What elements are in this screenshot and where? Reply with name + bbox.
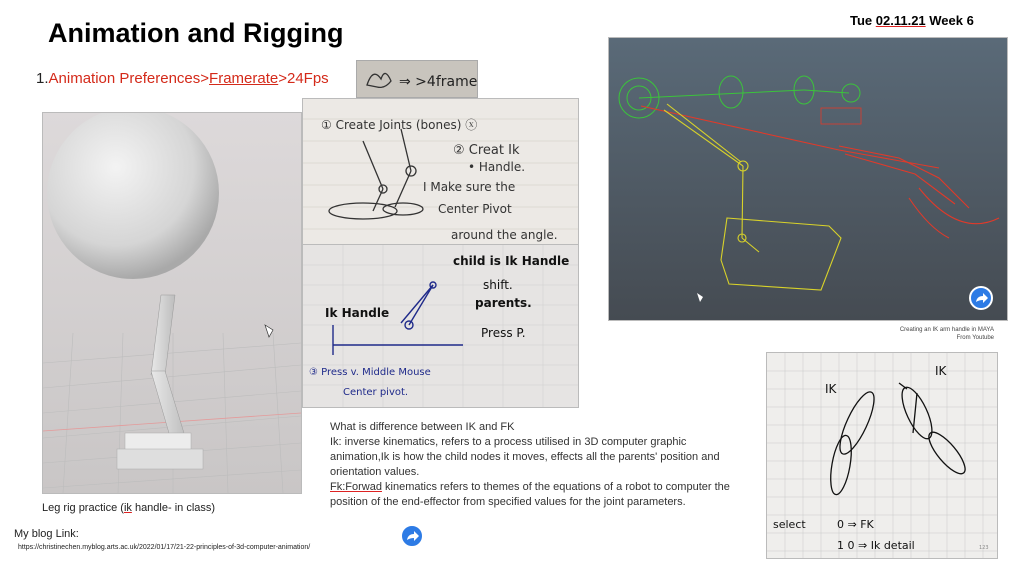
notes2-line5: Ik Handle: [325, 306, 390, 320]
slide-title: Animation and Rigging: [48, 18, 344, 48]
maya-viewport-video[interactable]: [608, 37, 1008, 321]
sticky-note-image: [356, 60, 478, 98]
desc-heading: What is difference between IK and FK: [330, 421, 515, 433]
notes1-line1: ① Create Joints (bones) ⓧ: [321, 118, 478, 132]
leg-caption-b: handle- in class): [131, 502, 216, 514]
pref-part-a: Animation Preferences>: [48, 70, 210, 87]
leg-rig-caption: [42, 502, 215, 514]
date-value: 02.11.21: [875, 13, 926, 28]
notes3-page-number: 123: [979, 545, 989, 551]
notes3-one-ik: 1 0 ⇒ Ik detail: [837, 539, 915, 552]
notes1-line4: I Make sure the: [423, 180, 516, 194]
maya-caption-line1: Creating an IK arm handle in MAYA: [899, 327, 994, 333]
notes2-line7: Center pivot.: [343, 387, 409, 398]
leg-rig-drawing: [43, 113, 301, 493]
blog-link[interactable]: https://christinechen.myblog.arts.ac.uk/2022/01/17/21-22-principles-of-3d-computer-animation/: [18, 544, 311, 551]
sketch-notes-ik-handle: [302, 244, 579, 408]
maya-caption-line2: From Youtube: [956, 335, 994, 341]
desc-fk-label: Fk:Forwad: [330, 481, 382, 493]
notes3-zero-fk: 0 ⇒ FK: [837, 518, 874, 531]
maya-rig-drawing: [609, 38, 1007, 320]
blog-label: My blog Link:: [14, 528, 79, 540]
maya-caption: [852, 326, 994, 342]
date-header: [850, 13, 974, 28]
notes1-line3: • Handle.: [468, 160, 526, 174]
notes3-ik-top: IK: [935, 364, 947, 378]
notes3-ik-left: IK: [825, 382, 837, 396]
leg-rig-render: [42, 112, 302, 494]
desc-ik: Ik: inverse kinematics, refers to a process utilised in 3D computer graphic animation,Ik is how the child nodes it moves, effects all the parents' position and orientation values.: [330, 436, 720, 478]
pref-part-c: >24Fps: [278, 70, 329, 87]
notes2-line4: Press P.: [481, 326, 526, 340]
notes1-line2: ② Creat Ik: [453, 143, 520, 158]
sketch-notes-fk-ik: [766, 352, 998, 559]
date-prefix: Tue: [850, 13, 876, 28]
sketch-notes-joints: [302, 98, 579, 246]
leg-caption-ik: ik: [123, 502, 132, 514]
share-icon[interactable]: [400, 524, 424, 548]
notes1-line6: around the angle.: [451, 228, 558, 242]
sticky-doodle: [357, 61, 477, 97]
notes2-line6: ③ Press v. Middle Mouse: [309, 367, 431, 378]
leg-caption-a: Leg rig practice (: [42, 502, 124, 514]
notes2-line3: parents.: [475, 296, 532, 310]
pref-number: 1.: [36, 70, 49, 87]
sketch-notes-joints-drawing: [303, 99, 578, 245]
notes2-line1: child is Ik Handle: [453, 254, 570, 268]
sticky-text: ⇒ >4frames: [399, 74, 477, 90]
sketch-notes-fk-drawing: [767, 353, 997, 558]
notes2-line2: shift.: [483, 278, 513, 292]
notes3-select: select: [773, 518, 806, 531]
cursor-icon: [265, 325, 273, 337]
pref-part-b: Framerate: [209, 70, 279, 87]
date-week: Week 6: [925, 13, 974, 28]
desc-fk: kinematics refers to themes of the equations of a robot to computer the position of the end-effector from specified values for the joint parameters.: [330, 481, 730, 508]
share-icon[interactable]: [969, 286, 993, 310]
framerate-preference: [36, 70, 329, 87]
sketch-notes-ik-drawing: [303, 245, 578, 407]
ik-fk-description: [330, 420, 738, 510]
desc-fk-paragraph: [330, 480, 738, 510]
maya-cursor-icon: [697, 293, 703, 302]
notes1-line5: Center Pivot: [438, 202, 512, 216]
